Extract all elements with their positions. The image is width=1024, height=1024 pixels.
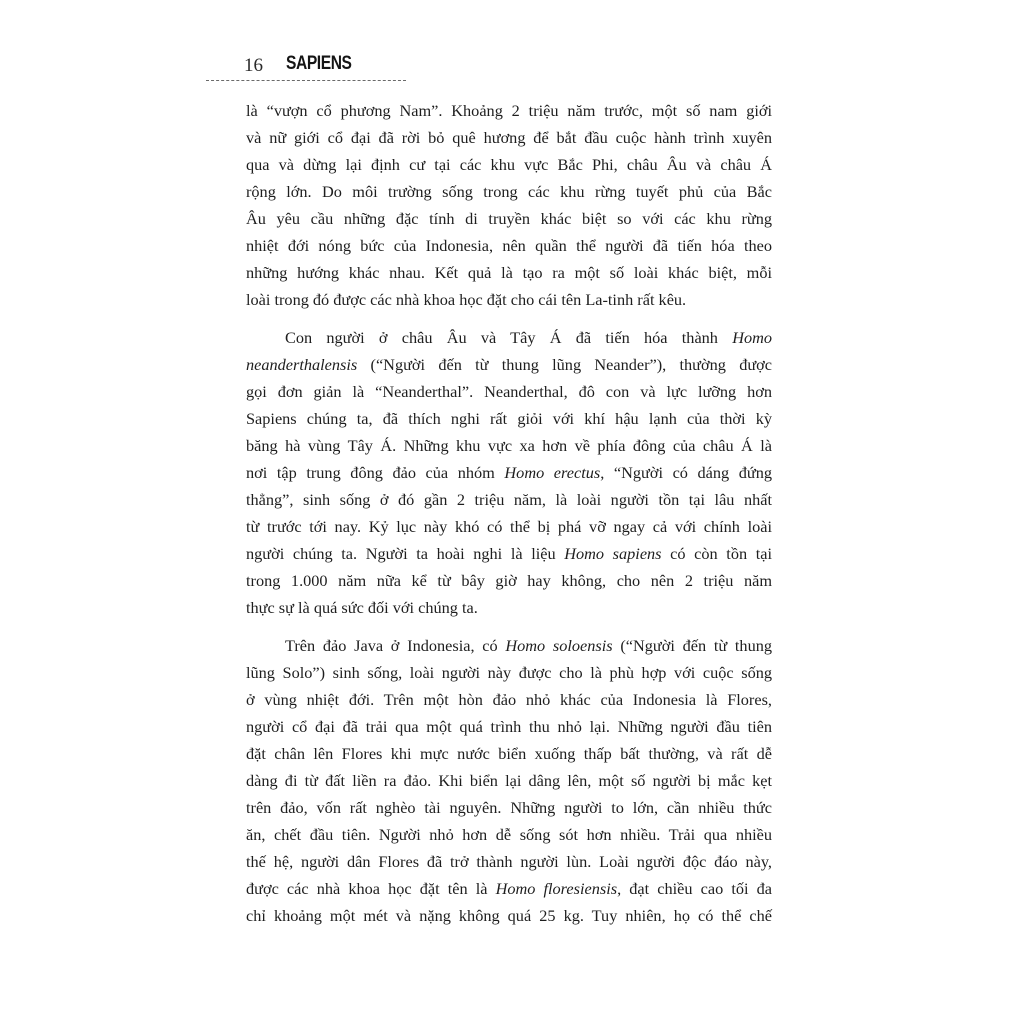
body-text — [246, 97, 772, 929]
text-line — [246, 378, 772, 405]
text-run: người chúng ta. Người ta hoài nghi là liệu — [246, 544, 565, 563]
italic-term: neanderthalensis — [246, 355, 358, 374]
text-line — [246, 848, 772, 875]
text-line — [246, 405, 772, 432]
text-line — [246, 686, 772, 713]
text-run: ăn, chết đầu tiên. Người nhỏ hơn dễ sống sót hơn nhiều. Trải qua nhiều — [246, 825, 772, 844]
text-line — [246, 594, 772, 621]
italic-term: Homo — [732, 328, 772, 347]
text-line — [246, 767, 772, 794]
text-line — [246, 205, 772, 232]
text-line — [246, 432, 772, 459]
paragraph — [246, 632, 772, 929]
text-run: nơi tập trung đông đảo của nhóm — [246, 463, 505, 482]
text-run: qua và dừng lại định cư tại các khu vực Bắc Phi, châu Âu và châu Á — [246, 155, 772, 174]
running-header — [244, 52, 406, 82]
text-run: Trên đảo Java ở Indonesia, có — [285, 636, 506, 655]
paragraph — [246, 97, 772, 313]
text-run: trên đảo, vốn rất nghèo tài nguyên. Những người to lớn, cần nhiều thức — [246, 798, 772, 817]
text-run: lũng Solo”) sinh sống, loài người này được cho là phù hợp với cuộc sống — [246, 663, 772, 682]
text-run: Âu yêu cầu những đặc tính di truyền khác biệt so với các khu rừng — [246, 209, 772, 228]
text-run: là “vượn cổ phương Nam”. Khoảng 2 triệu năm trước, một số nam giới — [246, 101, 772, 120]
text-line — [246, 459, 772, 486]
text-run: rộng lớn. Do môi trường sống trong các khu rừng tuyết phủ của Bắc — [246, 182, 772, 201]
text-run: thế hệ, người dân Flores đã trở thành người lùn. Loài người độc đáo này, — [246, 852, 772, 871]
text-run: loài trong đó được các nhà khoa học đặt cho cái tên La-tinh rất kêu. — [246, 290, 687, 309]
text-run: thẳng”, sinh sống ở đó gần 2 triệu năm, là loài người tồn tại lâu nhất — [246, 490, 772, 509]
text-line — [246, 513, 772, 540]
italic-term: Homo sapiens — [564, 544, 662, 563]
text-line — [246, 875, 772, 902]
text-line — [246, 259, 772, 286]
paragraph — [246, 324, 772, 621]
text-line — [246, 567, 772, 594]
text-line — [246, 486, 772, 513]
text-run: , “Người có dáng đứng — [600, 463, 773, 482]
text-run: đặt chân lên Flores khi mực nước biển xuống thấp bất thường, và rất dễ — [246, 744, 772, 763]
text-line — [246, 540, 772, 567]
text-line — [246, 151, 772, 178]
text-run: (“Người đến từ thung — [612, 636, 772, 655]
text-line — [246, 902, 772, 929]
text-run: gọi đơn giản là “Neanderthal”. Neanderthal, đô con và lực lưỡng hơn — [246, 382, 772, 401]
text-run: và nữ giới cổ đại đã rời bỏ quê hương để bắt đầu cuộc hành trình xuyên — [246, 128, 772, 147]
header-divider — [206, 80, 406, 81]
text-run: thực sự là quá sức đối với chúng ta. — [246, 598, 478, 617]
text-line — [246, 794, 772, 821]
text-line — [246, 97, 772, 124]
text-run: người cổ đại đã trải qua một quá trình thu nhỏ lại. Những người đầu tiên — [246, 717, 772, 736]
italic-term: Homo floresiensis — [495, 879, 618, 898]
text-run: từ trước tới nay. Kỷ lục này khó có thể bị phá vỡ ngay cả với chính loài — [246, 517, 772, 536]
text-line — [246, 324, 772, 351]
text-run: nhiệt đới nóng bức của Indonesia, nên quần thể người đã tiến hóa theo — [246, 236, 772, 255]
text-line — [246, 232, 772, 259]
text-run: băng hà vùng Tây Á. Những khu vực xa hơn về phía đông của châu Á là — [246, 436, 772, 455]
text-run: chỉ khoảng một mét và nặng không quá 25 kg. Tuy nhiên, họ có thể chế — [246, 906, 772, 925]
text-line — [246, 351, 772, 378]
text-line — [246, 713, 772, 740]
text-run: trong 1.000 năm nữa kể từ bây giờ hay không, cho nên 2 triệu năm — [246, 571, 772, 590]
text-run: (“Người đến từ thung lũng Neander”), thường được — [357, 355, 772, 374]
italic-term: Homo soloensis — [505, 636, 613, 655]
text-run: Con người ở châu Âu và Tây Á đã tiến hóa thành — [285, 328, 733, 347]
text-run: Sapiens chúng ta, đã thích nghi rất giỏi với khí hậu lạnh của thời kỳ — [246, 409, 772, 428]
text-run: có còn tồn tại — [661, 544, 772, 563]
text-line — [246, 178, 772, 205]
text-line — [246, 124, 772, 151]
text-line — [246, 740, 772, 767]
text-run: được các nhà khoa học đặt tên là — [246, 879, 496, 898]
text-run: , đạt chiều cao tối đa — [617, 879, 772, 898]
page-number: 16 — [244, 55, 263, 76]
text-line — [246, 821, 772, 848]
text-line — [246, 659, 772, 686]
book-title: SAPIENS — [286, 53, 352, 74]
italic-term: Homo erectus — [504, 463, 601, 482]
text-run: dàng đi từ đất liền ra đảo. Khi biển lại dâng lên, một số người bị mắc kẹt — [246, 771, 772, 790]
text-run: những hướng khác nhau. Kết quả là tạo ra một số loài khác biệt, mỗi — [246, 263, 772, 282]
text-line — [246, 286, 772, 313]
text-line — [246, 632, 772, 659]
text-run: ở vùng nhiệt đới. Trên một hòn đảo nhỏ khác của Indonesia là Flores, — [246, 690, 772, 709]
